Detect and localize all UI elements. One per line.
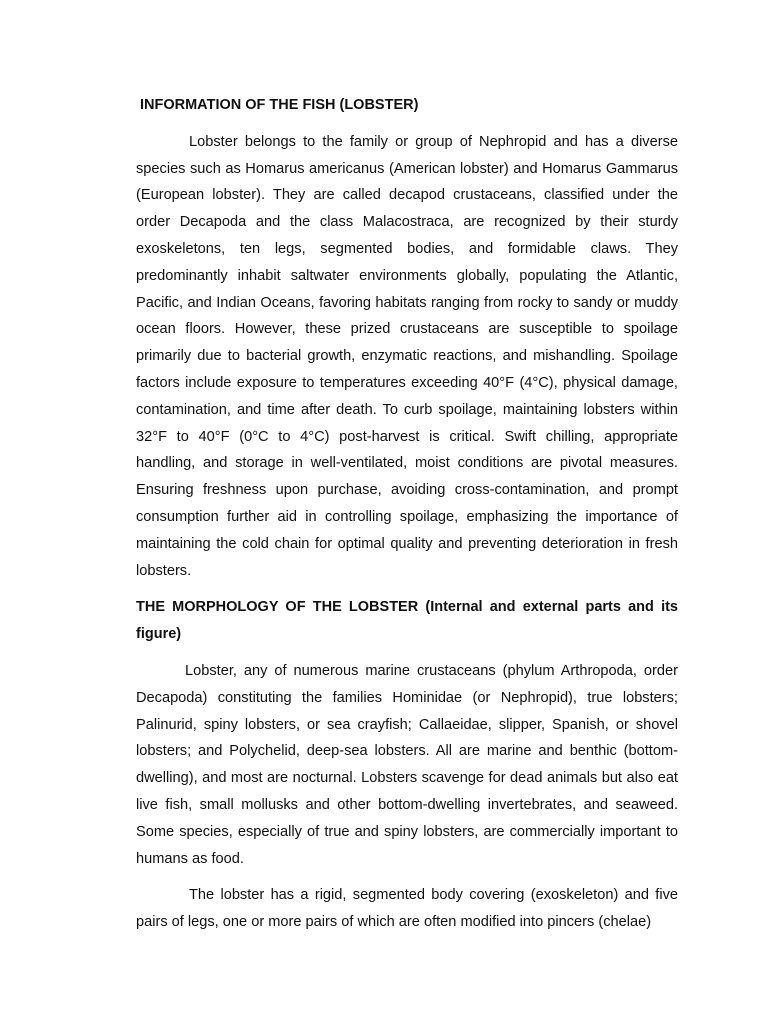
paragraph-lobster-body: The lobster has a rigid, segmented body covering (exoskeleton) and five pairs of legs, one or more pairs of which are often modified into pincers (chelae) xyxy=(136,887,678,931)
document-page xyxy=(136,92,678,936)
section-heading-information: INFORMATION OF THE FISH (LOBSTER) xyxy=(140,97,419,113)
paragraph-lobster-classification: Lobster, any of numerous marine crustaceans (phylum Arthropoda, order Decapoda) constituting the families Hominidae (or Nephropid), true lobsters; Palinurid, spiny lobsters, or sea crayfish; Callaeidae, slipper, Spanish, or shovel lobsters; and Polychelid, deep-sea lobsters. All are marine and benthic (bottom-dwelling), and most are nocturnal. Lobsters scavenge for dead animals but also eat live fish, small mollusks and other bottom-dwelling invertebrates, and seaweed. Some species, especially of true and spiny lobsters, are commercially important to humans as food. xyxy=(136,662,678,867)
section-heading-morphology: THE MORPHOLOGY OF THE LOBSTER (Internal and external parts and its figure) xyxy=(136,599,678,643)
paragraph-lobster-information: Lobster belongs to the family or group of Nephropid and has a diverse species such as Homarus americanus (American lobster) and Homarus Gammarus (European lobster). They are called decapod crustaceans, classified under the order Decapoda and the class Malacostraca, are recognized by their sturdy exoskeletons, ten legs, segmented bodies, and formidable claws. They predominantly inhabit saltwater environments globally, populating the Atlantic, Pacific, and Indian Oceans, favoring habitats ranging from rocky to sandy or muddy ocean floors. However, these prized crustaceans are susceptible to spoilage primarily due to bacterial growth, enzymatic reactions, and mishandling. Spoilage factors include exposure to temperatures exceeding 40°F (4°C), physical damage, contamination, and time after death. To curb spoilage, maintaining lobsters within 32°F to 40°F (0°C to 4°C) post-harvest is critical. Swift chilling, appropriate handling, and storage in well-ventilated, moist conditions are pivotal measures. Ensuring freshness upon purchase, avoiding cross-contamination, and prompt consumption further aid in controlling spoilage, emphasizing the importance of maintaining the cold chain for optimal quality and preventing deterioration in fresh lobsters. xyxy=(136,133,678,579)
